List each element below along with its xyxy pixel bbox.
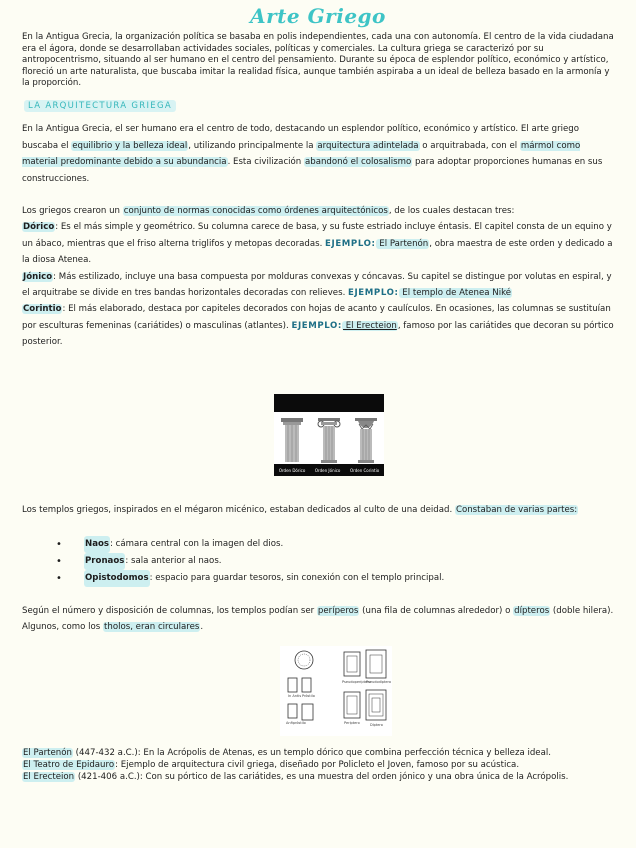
arch-highlight: mármol como material predominante debido a su abundancia	[22, 140, 581, 168]
doric-caption: Orden Dórico	[278, 467, 306, 473]
figure-captions	[274, 464, 384, 476]
corinthian-example: El Erecteion	[342, 320, 397, 331]
example-text: (421-406 a.C.): Con su pórtico de las cariátides, es una muestra del orden jónico y una obra única de la Acrópolis.	[75, 771, 569, 782]
orders-text: Los griegos crearon un	[22, 206, 123, 216]
intro-text: En la Antigua Grecia, la organización política se basaba en polis independientes, cada una con autonomía. El centro de la vida ciudadana era el ágora, donde se desarrollaban actividades sociales, políticas y comerciales. La cultura griega se caracterizó por su antropocentrismo, situando al ser humano en el centro del pensamiento. Durante su época de esplendor político, económico y artístico, floreció un arte naturalista, que buscaba imitar la realidad física, aunque también aspiraba a un ideal de belleza basado en la armonía y la proporción.	[22, 32, 614, 89]
corinthian-column-icon	[353, 416, 379, 464]
doric-column-icon	[279, 416, 305, 464]
arch-text: para adoptar proporciones humanas en sus construcciones.	[22, 157, 603, 184]
corinthian-tail: , famoso por las cariátides que decoran su pórtico posterior.	[22, 320, 614, 348]
example-erechtheion	[22, 772, 614, 784]
plan-label: Períptero	[344, 721, 360, 725]
example-name: El Teatro de Epidauro	[23, 759, 115, 770]
page-title: Arte Griego	[250, 4, 386, 28]
corinthian-term: Corintio	[23, 304, 62, 315]
plan-label: Anfipróstilo	[286, 721, 306, 725]
ionic-term: Jónico	[23, 271, 53, 282]
ionic-text: : Más estilizado, incluye una basa compuesta por molduras convexas y cóncavas. Su capitel se distingue por volutas en espiral, y el arquitrabe se divide en tres bandas horizontales decoradas con relieves.	[22, 271, 612, 299]
example-name: El Erecteion	[23, 771, 75, 782]
intro-paragraph	[22, 32, 614, 90]
list-term: Pronaos	[84, 553, 125, 570]
plan-label: Próstilo	[302, 694, 315, 698]
layout-text: .	[200, 622, 204, 633]
orders-text: , de los cuales destacan tres:	[388, 206, 515, 216]
layout-highlight: tholos, eran circulares	[104, 622, 200, 633]
example-text: : Ejemplo de arquitectura civil griega, diseñado por Policleto el Joven, famoso por su acústica.	[115, 759, 520, 770]
plan-label: Díptero	[370, 723, 383, 727]
corinthian-caption: Orden Corintio	[349, 467, 380, 473]
arch-text: o arquitrabada, con el	[419, 140, 520, 151]
temple-parts-list	[56, 536, 444, 587]
example-epidaurus	[22, 760, 614, 772]
layout-text: (doble hilera). Algunos, como los	[22, 606, 614, 633]
doric-order-item	[22, 219, 614, 268]
example-name: El Partenón	[23, 748, 72, 758]
section-heading: LA ARQUITECTURA GRIEGA	[24, 100, 176, 112]
list-item: • Opistodomos : espacio para guardar tesoros, sin conexión con el templo principal.	[56, 570, 444, 587]
arch-text: . Esta civilización	[227, 157, 304, 168]
list-term: Naos	[84, 536, 110, 553]
list-desc: : sala anterior al naos.	[125, 556, 222, 566]
ionic-order-item	[22, 269, 614, 302]
plan-label: In Antis	[288, 694, 302, 698]
ionic-example: El templo de Atenea Niké	[399, 288, 512, 299]
arch-highlight: arquitectura adintelada	[317, 140, 419, 151]
columns-row	[274, 412, 384, 464]
ionic-column-icon	[316, 416, 342, 464]
examples-paragraph	[22, 748, 614, 783]
figure-top-bar	[274, 394, 384, 412]
orders-highlight: conjunto de normas conocidas como órdenes arquitectónicos	[123, 206, 388, 216]
temples-highlight: Constaban de varias partes:	[455, 505, 578, 515]
doric-tail: , obra maestra de este orden y dedicado a la diosa Atenea.	[22, 238, 613, 266]
layout-paragraph	[22, 603, 614, 636]
temple-plans-icon	[280, 646, 392, 736]
orders-figure	[274, 394, 384, 476]
ionic-caption: Orden Jónico	[314, 467, 341, 473]
doric-example: El Partenón	[376, 238, 429, 249]
layout-highlight: períperos	[317, 606, 359, 616]
doric-text: : Es el más simple y geométrico. Su columna carece de basa, y su fuste estriado incluye éntasis. El capitel consta de un equino y un ábaco, mientras que el friso alterna triglifos y metopas decoradas.	[22, 222, 612, 249]
example-parthenon	[22, 748, 614, 760]
temples-paragraph	[22, 502, 614, 518]
example-text: (447-432 a.C.): En la Acrópolis de Atenas, es un templo dórico que combina perfección técnica y belleza ideal.	[72, 748, 551, 758]
list-desc: : espacio para guardar tesoros, sin conexión con el templo principal.	[149, 573, 445, 583]
arch-text: , utilizando principalmente la	[188, 140, 317, 151]
example-label: EJEMPLO:	[348, 288, 399, 299]
layout-text: (una fila de columnas alrededor) o	[359, 606, 514, 616]
example-label: EJEMPLO:	[291, 320, 342, 331]
corinthian-order-item	[22, 301, 614, 350]
list-desc: : cámara central con la imagen del dios.	[110, 539, 284, 549]
arch-highlight: equilibrio y la belleza ideal	[72, 140, 188, 151]
layout-highlight: dípteros	[514, 606, 550, 616]
plan-label: Pseudoperíptero	[342, 680, 371, 684]
layout-text: Según el número y disposición de columnas, los templos podían ser	[22, 606, 317, 616]
list-item: • Pronaos : sala anterior al naos.	[56, 553, 444, 570]
list-item: • Naos : cámara central con la imagen del dios.	[56, 536, 444, 553]
arch-text: En la Antigua Grecia, el ser humano era el centro de todo, destacando un esplendor político, económico y artístico. El arte griego buscaba el	[22, 124, 580, 151]
corinthian-text: : El más elaborado, destaca por capiteles decorados con hojas de acanto y caulículos. En ocasiones, las columnas se sustituían por esculturas femeninas (cariátides) o masculinas (atlantes).	[22, 304, 611, 331]
example-label: EJEMPLO:	[325, 238, 376, 249]
arch-highlight: abandonó el colosalismo	[305, 157, 412, 168]
plan-label: Pseudodíptero	[366, 680, 392, 684]
temple-plans-figure	[280, 646, 392, 736]
architecture-paragraph	[22, 121, 614, 187]
orders-paragraph	[22, 203, 614, 351]
temples-text: Los templos griegos, inspirados en el mégaron micénico, estaban dedicados al culto de una deidad.	[22, 505, 455, 515]
list-term: Opistodomos	[84, 570, 150, 587]
doric-term: Dórico	[23, 222, 55, 233]
